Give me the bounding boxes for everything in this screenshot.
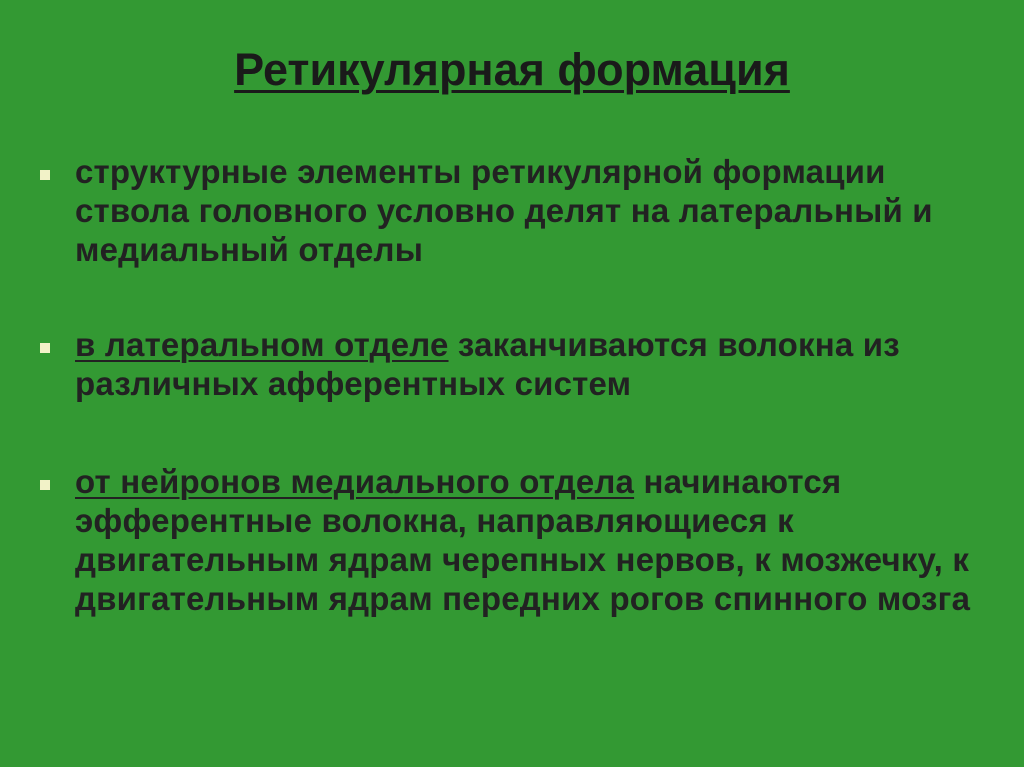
bullet-text <box>75 462 1005 618</box>
bullet-body-text: начинаются эфферентные волокна, направляющиеся к двигательным ядрам черепных нервов, к мозжечку, к двигательным ядрам передних рогов спинного мозга <box>75 463 971 617</box>
slide-title-text: Ретикулярная формация <box>234 44 790 95</box>
bullet-underlined-text: в латеральном отделе <box>75 326 449 363</box>
bullet-text <box>75 325 1005 403</box>
square-bullet-icon <box>40 170 50 180</box>
square-bullet-icon <box>40 480 50 490</box>
square-bullet-icon <box>40 343 50 353</box>
bullet-underlined-text: от нейронов медиального отдела <box>75 463 635 500</box>
slide-title <box>0 42 1024 98</box>
bullet-body-text: заканчиваются волокна из различных афферентных систем <box>75 326 900 402</box>
bullet-text <box>75 152 1005 269</box>
bullet-body-text: структурные элементы ретикулярной формации ствола головного условно делят на латеральный и медиальный отделы <box>75 153 933 268</box>
